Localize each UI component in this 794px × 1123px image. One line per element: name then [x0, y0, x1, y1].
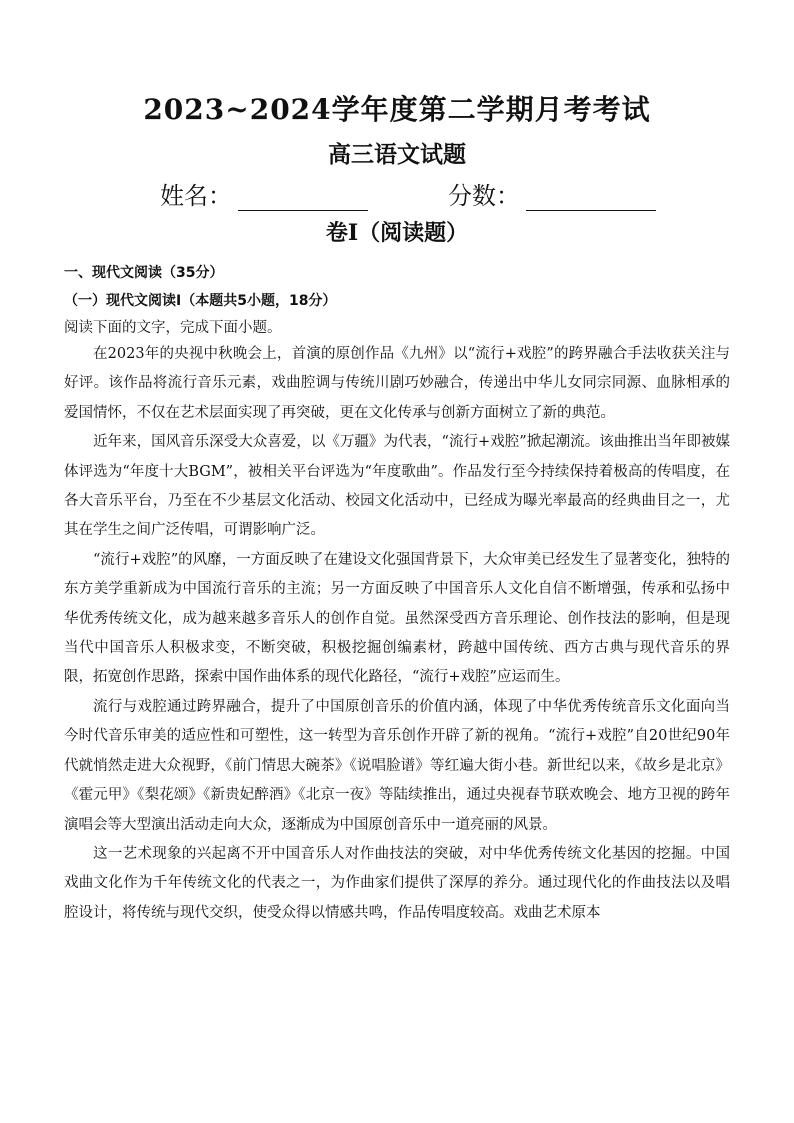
passage-paragraph: 这一艺术现象的兴起离不开中国音乐人对作曲技法的突破，对中华优秀传统文化基因的挖掘。中国戏曲文化作为千年传统文化的代表之一，为作曲家们提供了深厚的养分。通过现代化的作曲技法以及唱腔设计，将传统与现代交织，使受众得以情感共鸣，作品传唱度较高。戏曲艺术原本: [64, 845, 730, 921]
passage-paragraph: 流行与戏腔通过跨界融合，提升了中国原创音乐的价值内涵，体现了中华优秀传统音乐文化面向当今时代音乐审美的适应性和可塑性，这一转型为音乐创作开辟了新的视角。“流行+戏腔”自20世纪90年代就悄然走进大众视野，《前门情思大碗茶》《说唱脸谱》等红遍大街小巷。新世纪以来，《故乡是北京》《霍元甲》《梨花颂》《新贵妃醉酒》《北京一夜》等陆续推出，通过央视春节联欢晚会、地方卫视的跨年演唱会等大型演出活动走向大众，逐渐成为中国原创音乐中一道亮丽的风景。: [64, 698, 730, 833]
score-label: 分数：: [448, 182, 520, 210]
instruction-text: 阅读下面的文字，完成下面小题。: [64, 320, 282, 336]
name-label: 姓名：: [160, 182, 232, 210]
student-info-row: [0, 176, 794, 212]
score-field: [448, 176, 656, 211]
reading-passage: [64, 340, 730, 928]
passage-paragraph: “流行+戏腔”的风靡，一方面反映了在建设文化强国背景下，大众审美已经发生了显著变化，独特的东方美学重新成为中国流行音乐的主流；另一方面反映了中国音乐人文化自信不断增强，传承和弘扬中华优秀传统文化，成为越来越多音乐人的创作自觉。虽然深受西方音乐理论、创作技法的影响，但是现当代中国音乐人积极求变，不断突破，积极挖掘创编素材，跨越中国传统、西方古典与现代音乐的界限，拓宽创作思路，探索中国作曲体系的现代化路径，“流行+戏腔”应运而生。: [64, 551, 730, 686]
section-title: 卷I（阅读题）: [325, 220, 469, 246]
score-blank[interactable]: [526, 184, 656, 211]
subject-title: 高三语文试题: [328, 141, 466, 168]
name-blank[interactable]: [238, 184, 368, 211]
part-heading: 一、现代文阅读（35分）: [64, 265, 224, 281]
exam-title: 2023~2024学年度第二学期月考考试: [143, 93, 651, 126]
passage-paragraph: 在2023年的央视中秋晚会上，首演的原创作品《九州》以“流行+戏腔”的跨界融合手法收获关注与好评。该作品将流行音乐元素，戏曲腔调与传统川剧巧妙融合，传递出中华儿女同宗同源、血脉相承的爱国情怀，不仅在艺术层面实现了再突破，更在文化传承与创新方面树立了新的典范。: [64, 346, 730, 421]
sub-heading: （一）现代文阅读I（本题共5小题，18分）: [64, 293, 337, 309]
passage-paragraph: 近年来，国风音乐深受大众喜爱，以《万疆》为代表，“流行+戏腔”掀起潮流。该曲推出当年即被媒体评选为“年度十大BGM”，被相关平台评选为“年度歌曲”。作品发行至今持续保持着极高的传唱度，在各大音乐平台，乃至在不少基层文化活动、校园文化活动中，已经成为曝光率最高的经典曲目之一，尤其在学生之间广泛传唱，可谓影响广泛。: [64, 434, 730, 539]
name-field: [160, 176, 368, 211]
